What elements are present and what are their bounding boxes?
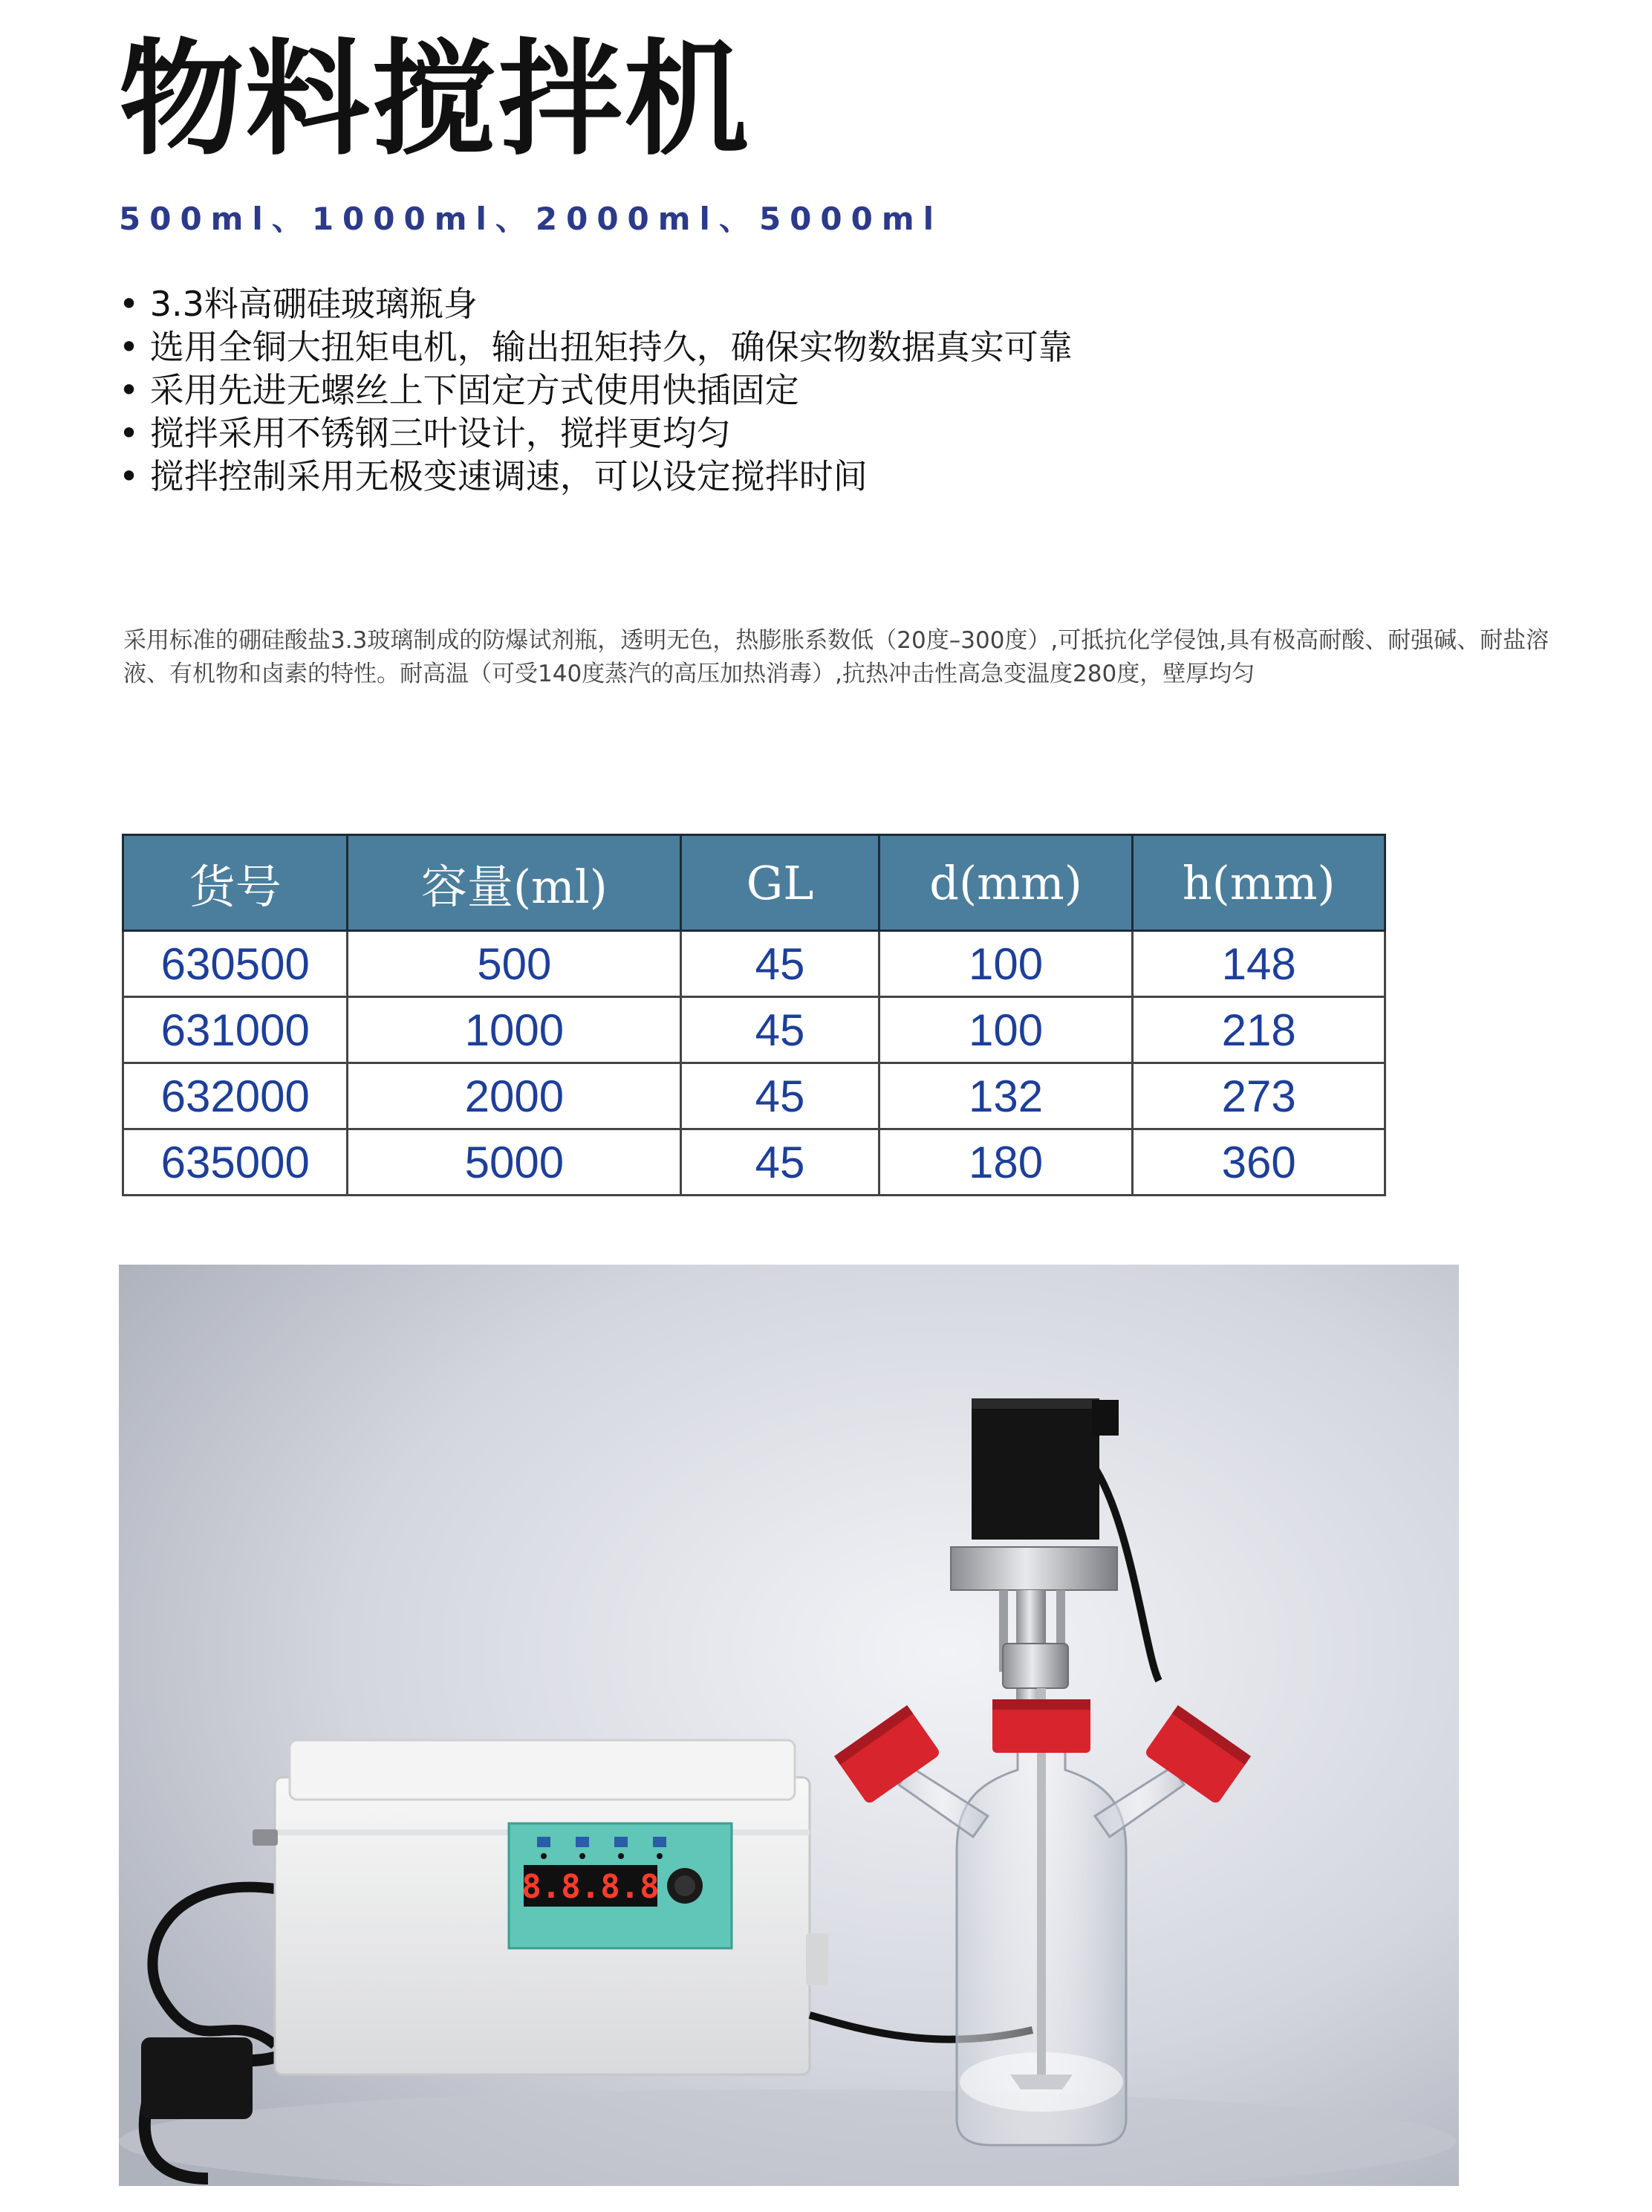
cell-gl: 45 xyxy=(681,997,879,1063)
header-height: h(mm) xyxy=(1133,835,1385,931)
cell-item-no: 635000 xyxy=(123,1129,348,1196)
cell-capacity: 5000 xyxy=(348,1129,681,1196)
cell-height: 218 xyxy=(1133,997,1385,1063)
cell-height: 148 xyxy=(1133,931,1385,997)
feature-list xyxy=(119,282,1073,498)
cell-item-no: 631000 xyxy=(123,997,348,1063)
capacity-subtitle: 500ml、1000ml、2000ml、5000ml xyxy=(119,201,943,237)
cell-diameter: 180 xyxy=(879,1129,1133,1196)
product-photo xyxy=(119,1265,1459,2186)
product-description: 采用标准的硼硅酸盐3.3玻璃制成的防爆试剂瓶，透明无色，热膨胀系数低（20度–300度）,可抵抗化学侵蚀,具有极高耐酸、耐强碱、耐盐溶液、有机物和卤素的特性。耐高温（可受140度蒸汽的高压加热消毒）,抗热冲击性高急变温度280度，壁厚均匀 xyxy=(123,627,1549,687)
stirrer-illustration xyxy=(119,1265,1459,2186)
page-title: 物料搅拌机 xyxy=(119,27,750,172)
motor-mount-bracket xyxy=(951,1547,1117,1590)
power-plug-icon xyxy=(141,2037,253,2119)
cell-item-no: 630500 xyxy=(123,931,348,997)
header-capacity: 容量(ml) xyxy=(348,835,681,931)
cell-height: 273 xyxy=(1133,1063,1385,1129)
cell-item-no: 632000 xyxy=(123,1063,348,1129)
table-header-row xyxy=(123,835,1385,931)
header-diameter: d(mm) xyxy=(879,835,1133,931)
table-row xyxy=(123,997,1385,1063)
cell-gl: 45 xyxy=(681,1129,879,1196)
cell-diameter: 100 xyxy=(879,931,1133,997)
header-item-no: 货号 xyxy=(123,835,348,931)
feature-item: • 选用全铜大扭矩电机，输出扭矩持久，确保实物数据真实可靠 xyxy=(119,325,1073,369)
header-gl: GL xyxy=(681,835,879,931)
cable-connector-icon xyxy=(253,1829,278,1846)
cell-capacity: 2000 xyxy=(348,1063,681,1129)
cell-diameter: 132 xyxy=(879,1063,1133,1129)
feature-item: • 搅拌控制采用无极变速调速，可以设定搅拌时间 xyxy=(119,455,1073,498)
led-readout: 8.8.8.8 xyxy=(521,1868,660,1906)
cell-capacity: 500 xyxy=(348,931,681,997)
cell-height: 360 xyxy=(1133,1129,1385,1196)
cell-gl: 45 xyxy=(681,931,879,997)
table-row xyxy=(123,1129,1385,1196)
feature-item: • 采用先进无螺丝上下固定方式使用快插固定 xyxy=(119,369,1073,412)
stirring-blade-icon xyxy=(1010,2075,1073,2089)
control-box xyxy=(253,1740,828,2075)
feature-item: • 3.3料高硼硅玻璃瓶身 xyxy=(119,282,1073,325)
feature-item: • 搅拌采用不锈钢三叶设计，搅拌更均匀 xyxy=(119,412,1073,455)
table-row xyxy=(123,1063,1385,1129)
cell-diameter: 100 xyxy=(879,997,1133,1063)
cell-gl: 45 xyxy=(681,1063,879,1129)
cell-capacity: 1000 xyxy=(348,997,681,1063)
spec-table xyxy=(122,834,1386,1196)
table-row xyxy=(123,931,1385,997)
shaft-coupling xyxy=(1003,1644,1068,1688)
